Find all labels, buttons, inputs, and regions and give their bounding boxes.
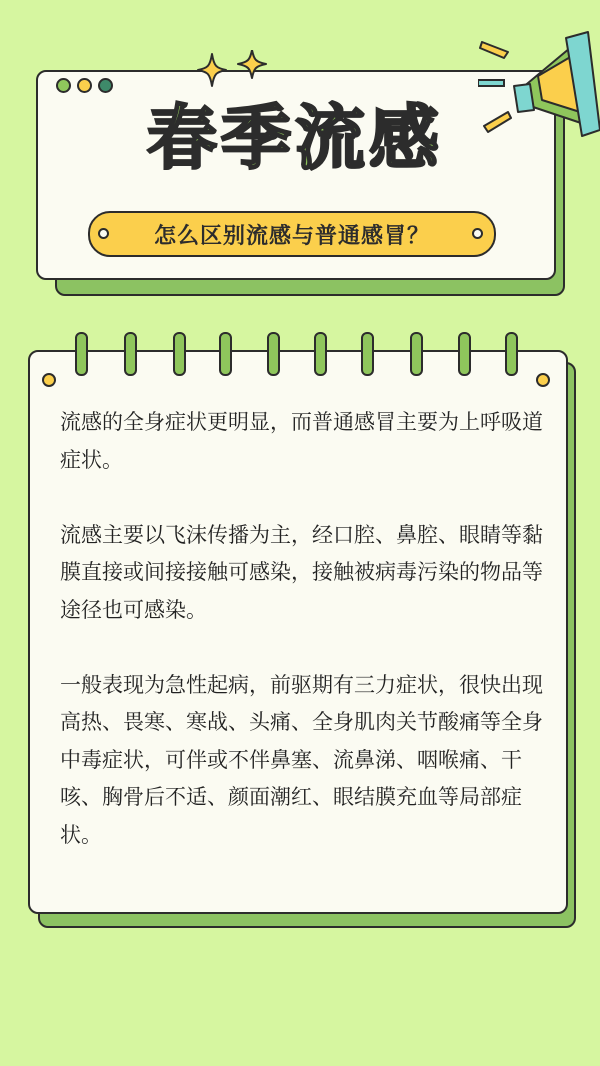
corner-dot-left <box>42 373 56 387</box>
binder-ring-icon <box>219 332 232 376</box>
binder-ring-icon <box>410 332 423 376</box>
megaphone-icon <box>478 28 600 148</box>
binder-ring-icon <box>505 332 518 376</box>
paragraph-3: 一般表现为急性起病，前驱期有三力症状，很快出现高热、畏寒、寒战、头痛、全身肌肉关节酸痛等全身中毒症状，可伴或不伴鼻塞、流鼻涕、咽喉痛、干咳、胸骨后不适、颜面潮红、眼结膜充血等局部症状。 <box>60 672 543 847</box>
sparkle-icon <box>196 50 276 96</box>
paragraph-2: 流感主要以飞沫传播为主，经口腔、鼻腔、眼睛等黏膜直接或间接接触可感染，接触被病毒污染的物品等途径也可感染。 <box>60 522 543 622</box>
subtitle-text: 怎么区别流感与普通感冒？ <box>153 223 430 249</box>
notebook-content <box>60 404 550 854</box>
pill-dot-right <box>472 228 483 239</box>
binder-ring-icon <box>173 332 186 376</box>
subtitle-pill <box>88 211 496 257</box>
window-dot-yellow-icon <box>77 78 92 93</box>
paragraph-1: 流感的全身症状更明显，而普通感冒主要为上呼吸道症状。 <box>60 410 543 472</box>
binder-ring-icon <box>458 332 471 376</box>
window-dot-teal-icon <box>98 78 113 93</box>
binder-ring-icon <box>314 332 327 376</box>
binder-ring-icon <box>124 332 137 376</box>
binder-ring-icon <box>75 332 88 376</box>
corner-dot-right <box>536 373 550 387</box>
binder-ring-icon <box>267 332 280 376</box>
window-dot-green-icon <box>56 78 71 93</box>
pill-dot-left <box>98 228 109 239</box>
binder-ring-icon <box>361 332 374 376</box>
page-title: 春季流感 <box>147 97 443 179</box>
